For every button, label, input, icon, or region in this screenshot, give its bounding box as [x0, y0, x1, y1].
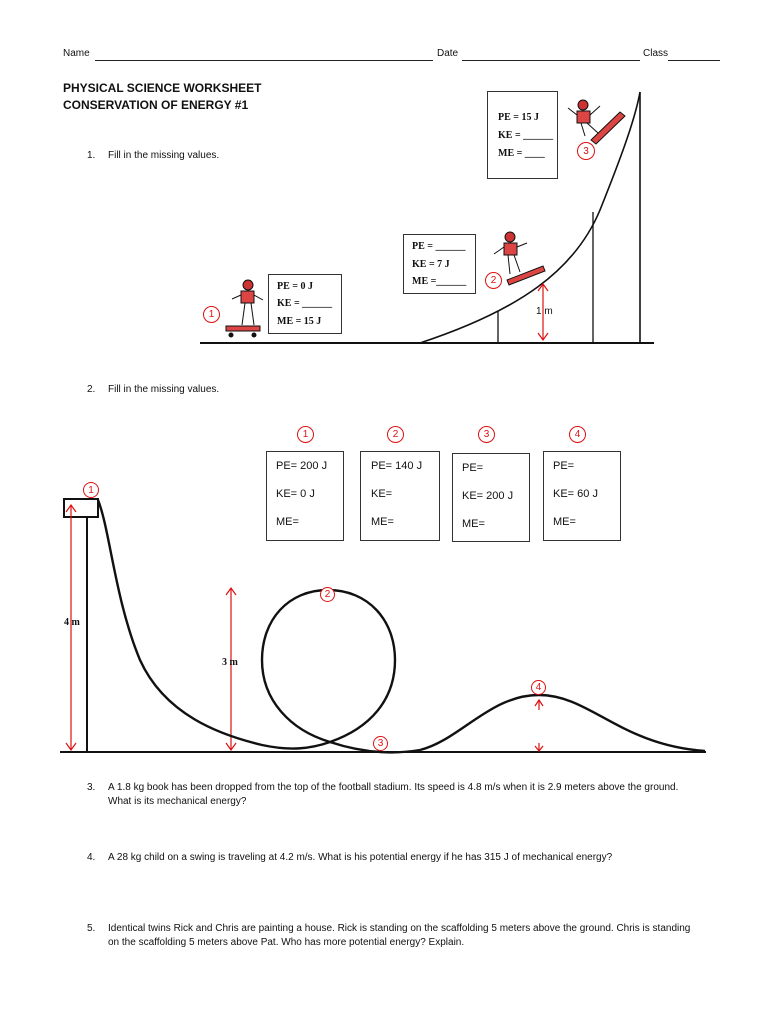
q2-height-4m: 4 m — [64, 617, 80, 628]
q2-box4-pe: PE= — [553, 460, 575, 472]
q3-line2: What is its mechanical energy? — [108, 796, 247, 807]
q2-box1-pe: PE= 200 J — [276, 460, 328, 472]
q2-box4-ke: KE= 60 J — [553, 488, 598, 500]
q1-box2-pe: PE = ______ — [412, 241, 466, 252]
q1-box1-pe: PE = 0 J — [277, 281, 313, 292]
q1-box1-me: ME = 15 J — [277, 316, 322, 327]
q1-box3-pe: PE = 15 J — [498, 112, 539, 123]
q1-box1-ke: KE = ______ — [277, 298, 333, 309]
q2-box3-me: ME= — [462, 518, 485, 530]
q2-number: 2. — [87, 384, 96, 395]
q2-box1-ke: KE= 0 J — [276, 488, 315, 500]
q5-number: 5. — [87, 923, 96, 934]
q4-text: A 28 kg child on a swing is traveling at 4.2 m/s. What is his potential energy if he has 315 J of mechanical energy? — [108, 852, 613, 863]
title-line2: CONSERVATION OF ENERGY #1 — [63, 98, 249, 112]
class-label: Class — [643, 48, 669, 59]
q1-number: 1. — [87, 150, 96, 161]
q3-line1: A 1.8 kg book has been dropped from the top of the football stadium. Its speed is 4.8 m/s when it is 2.9 meters above the ground. — [108, 782, 679, 793]
q5-line2: on the scaffolding 5 meters above Pat. Who has more potential energy? Explain. — [108, 937, 465, 948]
q1-box3-me: ME = ____ — [498, 148, 545, 159]
q2-box4-me: ME= — [553, 516, 576, 528]
q1-box3-ke: KE = ______ — [498, 130, 554, 141]
q2-height-3m: 3 m — [222, 657, 238, 668]
q2-box3-pe: PE= — [462, 462, 484, 474]
q1-marker2: 2 — [485, 272, 502, 289]
q2-box2-me: ME= — [371, 516, 394, 528]
q2-track-marker4: 4 — [531, 680, 546, 695]
q2-box2-ke: KE= — [371, 488, 393, 500]
q1-box2-me: ME =______ — [412, 276, 467, 287]
q1-text: Fill in the missing values. — [108, 150, 220, 161]
q2-box-marker3: 3 — [478, 426, 495, 443]
q3-text — [108, 781, 738, 809]
q4-number: 4. — [87, 852, 96, 863]
q1-box2-ke: KE = 7 J — [412, 259, 450, 270]
q1-marker3: 3 — [577, 142, 595, 160]
q2-text: Fill in the missing values. — [108, 384, 220, 395]
q3-number: 3. — [87, 782, 96, 793]
name-label: Name — [63, 48, 90, 59]
q5-line1: Identical twins Rick and Chris are painting a house. Rick is standing on the scaffolding 5 meters above the ground. Chris is standing — [108, 923, 691, 934]
q2-track-marker2: 2 — [320, 587, 335, 602]
q2-track-marker1: 1 — [83, 482, 99, 498]
q2-box3-ke: KE= 200 J — [462, 490, 514, 502]
q5-text — [108, 922, 738, 950]
q2-box-marker4: 4 — [569, 426, 586, 443]
q1-marker1: 1 — [203, 306, 220, 323]
q2-track-marker3: 3 — [373, 736, 388, 751]
q1-height-label: 1 m — [536, 306, 553, 317]
q2-box-marker2: 2 — [387, 426, 404, 443]
q2-box1-me: ME= — [276, 516, 299, 528]
q2-box-marker1: 1 — [297, 426, 314, 443]
q2-box2-pe: PE= 140 J — [371, 460, 423, 472]
date-label: Date — [437, 48, 459, 59]
title-line1: PHYSICAL SCIENCE WORKSHEET — [63, 81, 262, 95]
